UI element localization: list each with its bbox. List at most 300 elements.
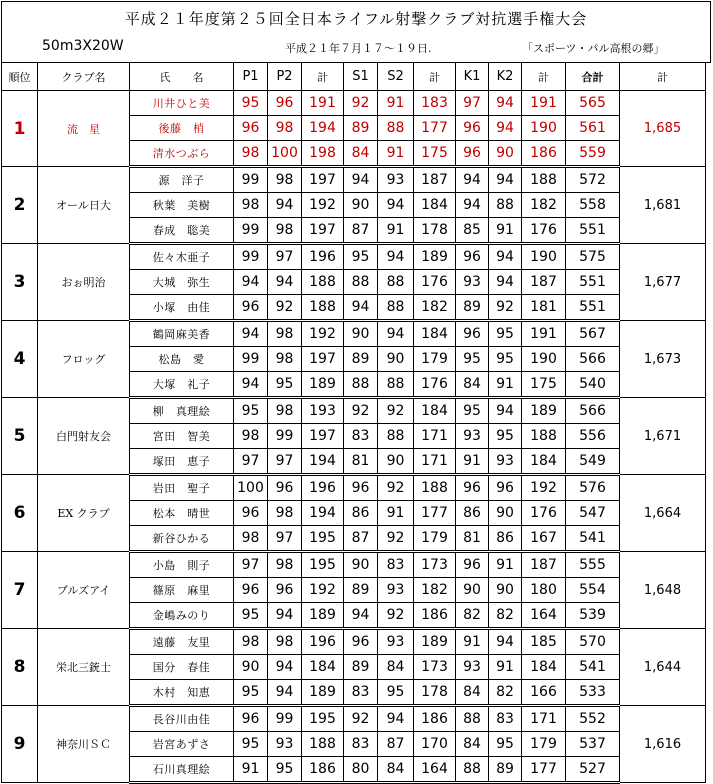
col-p1-header: P1: [234, 63, 268, 91]
shooter-name-cell: 鶴岡麻美香: [130, 321, 234, 347]
shooter-name-cell: 塚田 恵子: [130, 449, 234, 475]
column-header-row: [2, 63, 706, 91]
individual-total-cell: 554: [566, 578, 620, 603]
individual-total-cell: 565: [566, 91, 620, 116]
club-name-cell: ブルズアイ: [38, 552, 130, 629]
score-s2-cell: 93: [378, 167, 414, 193]
score-kt-cell: 188: [522, 424, 566, 449]
score-k1-cell: 89: [456, 295, 489, 321]
col-sum-header: 合計: [566, 63, 620, 91]
table-row: [2, 398, 706, 424]
rank-cell: 4: [2, 321, 38, 398]
individual-total-cell: 537: [566, 732, 620, 757]
individual-total-cell: 570: [566, 629, 620, 655]
shooter-name-cell: 金嶋みのり: [130, 603, 234, 629]
shooter-name-cell: 木村 知恵: [130, 680, 234, 706]
score-s2-cell: 95: [378, 680, 414, 706]
score-s1-cell: 86: [344, 501, 378, 526]
score-st-cell: 184: [414, 321, 456, 347]
score-p2-cell: 97: [268, 526, 302, 552]
score-p2-cell: 100: [268, 141, 302, 167]
score-kt-cell: 176: [522, 218, 566, 244]
score-k2-cell: 94: [489, 91, 522, 116]
individual-total-cell: 541: [566, 655, 620, 680]
score-p1-cell: 95: [234, 398, 268, 424]
score-s2-cell: 91: [378, 501, 414, 526]
score-k1-cell: 84: [456, 680, 489, 706]
table-row: [2, 91, 706, 116]
score-kt-cell: 175: [522, 372, 566, 398]
score-p2-cell: 97: [268, 449, 302, 475]
score-k1-cell: 95: [456, 398, 489, 424]
score-s2-cell: 84: [378, 757, 414, 783]
score-s2-cell: 92: [378, 603, 414, 629]
shooter-name-cell: 国分 春佳: [130, 655, 234, 680]
score-p2-cell: 99: [268, 424, 302, 449]
shooter-name-cell: 新谷ひかる: [130, 526, 234, 552]
score-k2-cell: 89: [489, 757, 522, 783]
score-k2-cell: 91: [489, 372, 522, 398]
score-k2-cell: 91: [489, 218, 522, 244]
shooter-name-cell: 大城 弥生: [130, 270, 234, 295]
table-row: [2, 321, 706, 347]
score-st-cell: 173: [414, 552, 456, 578]
score-pt-cell: 195: [302, 552, 344, 578]
score-s2-cell: 92: [378, 398, 414, 424]
shooter-name-cell: 長谷川由佳: [130, 706, 234, 732]
score-pt-cell: 194: [302, 501, 344, 526]
score-k2-cell: 95: [489, 424, 522, 449]
score-s1-cell: 83: [344, 680, 378, 706]
score-st-cell: 175: [414, 141, 456, 167]
score-p1-cell: 98: [234, 424, 268, 449]
score-s1-cell: 92: [344, 91, 378, 116]
score-p2-cell: 98: [268, 321, 302, 347]
score-p1-cell: 98: [234, 629, 268, 655]
score-s2-cell: 83: [378, 552, 414, 578]
score-s1-cell: 92: [344, 706, 378, 732]
score-p1-cell: 99: [234, 347, 268, 372]
score-s2-cell: 91: [378, 91, 414, 116]
individual-total-cell: 527: [566, 757, 620, 783]
team-total-cell: 1,677: [620, 244, 706, 321]
score-st-cell: 189: [414, 629, 456, 655]
col-standing-total-header: 計: [414, 63, 456, 91]
score-s1-cell: 96: [344, 629, 378, 655]
individual-total-cell: 559: [566, 141, 620, 167]
shooter-name-cell: 岩宮あずさ: [130, 732, 234, 757]
col-p2-header: P2: [268, 63, 302, 91]
score-p1-cell: 97: [234, 449, 268, 475]
score-kt-cell: 180: [522, 578, 566, 603]
score-s2-cell: 94: [378, 244, 414, 270]
score-s2-cell: 91: [378, 141, 414, 167]
score-k2-cell: 95: [489, 347, 522, 372]
col-team-total-header: 計: [620, 63, 706, 91]
score-st-cell: 186: [414, 706, 456, 732]
score-pt-cell: 189: [302, 603, 344, 629]
score-s1-cell: 83: [344, 424, 378, 449]
score-pt-cell: 186: [302, 757, 344, 783]
score-st-cell: 182: [414, 295, 456, 321]
score-p1-cell: 95: [234, 680, 268, 706]
shooter-name-cell: 岩田 聖子: [130, 475, 234, 501]
score-s1-cell: 89: [344, 578, 378, 603]
score-st-cell: 177: [414, 501, 456, 526]
table-row: [2, 475, 706, 501]
score-pt-cell: 192: [302, 193, 344, 218]
score-kt-cell: 179: [522, 732, 566, 757]
score-kt-cell: 184: [522, 655, 566, 680]
score-p2-cell: 98: [268, 218, 302, 244]
score-kt-cell: 185: [522, 629, 566, 655]
score-p1-cell: 96: [234, 501, 268, 526]
score-pt-cell: 197: [302, 347, 344, 372]
score-s1-cell: 88: [344, 270, 378, 295]
score-k2-cell: 91: [489, 552, 522, 578]
individual-total-cell: 549: [566, 449, 620, 475]
table-row: [2, 167, 706, 193]
score-s2-cell: 87: [378, 732, 414, 757]
score-p1-cell: 94: [234, 321, 268, 347]
shooter-name-cell: 宮田 智美: [130, 424, 234, 449]
score-s2-cell: 88: [378, 372, 414, 398]
score-s2-cell: 88: [378, 270, 414, 295]
team-total-cell: 1,673: [620, 321, 706, 398]
shooter-name-cell: 春成 聡美: [130, 218, 234, 244]
event-venue: 「スポーツ・パル高根の郷」: [522, 42, 665, 55]
score-s1-cell: 88: [344, 372, 378, 398]
score-s1-cell: 90: [344, 321, 378, 347]
col-rank-header: 順位: [2, 63, 38, 91]
score-p1-cell: 95: [234, 91, 268, 116]
score-k1-cell: 84: [456, 372, 489, 398]
score-st-cell: 177: [414, 116, 456, 141]
shooter-name-cell: 遠藤 友里: [130, 629, 234, 655]
score-st-cell: 170: [414, 732, 456, 757]
club-name-cell: おぉ明治: [38, 244, 130, 321]
score-k2-cell: 94: [489, 270, 522, 295]
individual-total-cell: 533: [566, 680, 620, 706]
col-kneeling-total-header: 計: [522, 63, 566, 91]
individual-total-cell: 551: [566, 295, 620, 321]
score-s1-cell: 94: [344, 167, 378, 193]
rank-cell: 6: [2, 475, 38, 552]
score-p2-cell: 94: [268, 603, 302, 629]
score-p2-cell: 98: [268, 501, 302, 526]
individual-total-cell: 561: [566, 116, 620, 141]
score-k2-cell: 91: [489, 655, 522, 680]
results-header: [1, 1, 711, 63]
header-subline: [2, 38, 710, 58]
score-st-cell: 188: [414, 475, 456, 501]
score-pt-cell: 196: [302, 475, 344, 501]
score-k1-cell: 96: [456, 321, 489, 347]
score-kt-cell: 191: [522, 91, 566, 116]
score-k2-cell: 92: [489, 295, 522, 321]
score-st-cell: 189: [414, 244, 456, 270]
shooter-name-cell: 石川真理絵: [130, 757, 234, 783]
score-s1-cell: 95: [344, 244, 378, 270]
shooter-name-cell: 佐々木亜子: [130, 244, 234, 270]
table-row: [2, 244, 706, 270]
club-name-cell: 白門射友会: [38, 398, 130, 475]
score-pt-cell: 198: [302, 141, 344, 167]
score-k2-cell: 94: [489, 244, 522, 270]
score-k1-cell: 96: [456, 475, 489, 501]
individual-total-cell: 558: [566, 193, 620, 218]
score-p1-cell: 96: [234, 578, 268, 603]
individual-total-cell: 541: [566, 526, 620, 552]
shooter-name-cell: 松島 愛: [130, 347, 234, 372]
individual-total-cell: 572: [566, 167, 620, 193]
score-p2-cell: 99: [268, 706, 302, 732]
page-title: 平成２１年度第２５回全日本ライフル射撃クラブ対抗選手権大会: [124, 10, 588, 28]
shooter-name-cell: 源 洋子: [130, 167, 234, 193]
score-k1-cell: 93: [456, 655, 489, 680]
score-pt-cell: 188: [302, 270, 344, 295]
score-s2-cell: 88: [378, 116, 414, 141]
shooter-name-cell: 秋葉 美樹: [130, 193, 234, 218]
score-p2-cell: 98: [268, 116, 302, 141]
score-pt-cell: 193: [302, 398, 344, 424]
score-k1-cell: 88: [456, 757, 489, 783]
team-total-cell: 1,648: [620, 552, 706, 629]
score-st-cell: 182: [414, 578, 456, 603]
score-p1-cell: 99: [234, 218, 268, 244]
score-p2-cell: 94: [268, 270, 302, 295]
score-st-cell: 173: [414, 655, 456, 680]
score-k1-cell: 97: [456, 91, 489, 116]
col-club-header: クラブ名: [38, 63, 130, 91]
team-total-cell: 1,664: [620, 475, 706, 552]
score-k2-cell: 82: [489, 680, 522, 706]
score-kt-cell: 192: [522, 475, 566, 501]
score-s2-cell: 94: [378, 193, 414, 218]
score-s1-cell: 87: [344, 218, 378, 244]
club-name-cell: フロッグ: [38, 321, 130, 398]
score-pt-cell: 194: [302, 116, 344, 141]
score-k2-cell: 94: [489, 167, 522, 193]
score-st-cell: 171: [414, 449, 456, 475]
event-dates: 平成２１年７月１７～１９日.: [285, 42, 432, 55]
shooter-name-cell: 大塚 礼子: [130, 372, 234, 398]
score-k2-cell: 86: [489, 526, 522, 552]
score-s2-cell: 94: [378, 706, 414, 732]
team-total-cell: 1,616: [620, 706, 706, 783]
rank-cell: 5: [2, 398, 38, 475]
col-s1-header: S1: [344, 63, 378, 91]
score-p1-cell: 99: [234, 167, 268, 193]
score-st-cell: 183: [414, 91, 456, 116]
score-p2-cell: 98: [268, 398, 302, 424]
score-s1-cell: 90: [344, 193, 378, 218]
team-total-cell: 1,685: [620, 91, 706, 167]
individual-total-cell: 547: [566, 501, 620, 526]
score-s1-cell: 81: [344, 449, 378, 475]
score-pt-cell: 184: [302, 655, 344, 680]
score-s1-cell: 83: [344, 732, 378, 757]
score-p2-cell: 98: [268, 552, 302, 578]
score-k1-cell: 91: [456, 449, 489, 475]
score-p1-cell: 98: [234, 193, 268, 218]
score-pt-cell: 192: [302, 321, 344, 347]
score-k1-cell: 94: [456, 193, 489, 218]
col-s2-header: S2: [378, 63, 414, 91]
club-name-cell: 流 星: [38, 91, 130, 167]
score-s2-cell: 94: [378, 321, 414, 347]
score-st-cell: 179: [414, 347, 456, 372]
score-k1-cell: 86: [456, 501, 489, 526]
score-pt-cell: 191: [302, 91, 344, 116]
score-pt-cell: 197: [302, 424, 344, 449]
score-s2-cell: 90: [378, 449, 414, 475]
score-s2-cell: 84: [378, 655, 414, 680]
score-kt-cell: 164: [522, 603, 566, 629]
shooter-name-cell: 川井ひと美: [130, 91, 234, 116]
club-name-cell: 栄北三銃士: [38, 629, 130, 706]
score-s1-cell: 90: [344, 552, 378, 578]
score-kt-cell: 190: [522, 347, 566, 372]
score-k2-cell: 83: [489, 706, 522, 732]
score-kt-cell: 190: [522, 116, 566, 141]
rank-cell: 3: [2, 244, 38, 321]
score-s1-cell: 94: [344, 603, 378, 629]
col-k1-header: K1: [456, 63, 489, 91]
score-p1-cell: 94: [234, 372, 268, 398]
score-k1-cell: 90: [456, 578, 489, 603]
score-st-cell: 171: [414, 424, 456, 449]
score-pt-cell: 189: [302, 680, 344, 706]
score-st-cell: 178: [414, 218, 456, 244]
score-k1-cell: 85: [456, 218, 489, 244]
score-p2-cell: 95: [268, 757, 302, 783]
score-kt-cell: 188: [522, 167, 566, 193]
individual-total-cell: 551: [566, 218, 620, 244]
score-k1-cell: 82: [456, 603, 489, 629]
score-p1-cell: 97: [234, 552, 268, 578]
club-name-cell: EX クラブ: [38, 475, 130, 552]
score-p2-cell: 94: [268, 655, 302, 680]
score-kt-cell: 182: [522, 193, 566, 218]
score-k2-cell: 90: [489, 501, 522, 526]
score-k2-cell: 90: [489, 578, 522, 603]
score-kt-cell: 176: [522, 501, 566, 526]
score-st-cell: 186: [414, 603, 456, 629]
score-k2-cell: 82: [489, 603, 522, 629]
score-st-cell: 184: [414, 193, 456, 218]
col-name-header: 氏 名: [130, 63, 234, 91]
score-s1-cell: 89: [344, 347, 378, 372]
score-s2-cell: 92: [378, 475, 414, 501]
shooter-name-cell: 小島 則子: [130, 552, 234, 578]
individual-total-cell: 552: [566, 706, 620, 732]
score-k1-cell: 96: [456, 552, 489, 578]
score-k1-cell: 84: [456, 732, 489, 757]
score-pt-cell: 189: [302, 372, 344, 398]
individual-total-cell: 567: [566, 321, 620, 347]
score-st-cell: 176: [414, 372, 456, 398]
score-s2-cell: 93: [378, 629, 414, 655]
score-p2-cell: 93: [268, 732, 302, 757]
score-k2-cell: 88: [489, 193, 522, 218]
score-pt-cell: 195: [302, 526, 344, 552]
score-k2-cell: 95: [489, 321, 522, 347]
score-p2-cell: 96: [268, 91, 302, 116]
score-k2-cell: 94: [489, 629, 522, 655]
score-p2-cell: 95: [268, 372, 302, 398]
team-total-cell: 1,681: [620, 167, 706, 244]
results-body: [2, 91, 706, 783]
shooter-name-cell: 後藤 梢: [130, 116, 234, 141]
table-row: [2, 552, 706, 578]
score-s1-cell: 94: [344, 295, 378, 321]
score-p1-cell: 98: [234, 526, 268, 552]
col-k2-header: K2: [489, 63, 522, 91]
score-kt-cell: 167: [522, 526, 566, 552]
score-st-cell: 184: [414, 398, 456, 424]
score-s2-cell: 93: [378, 578, 414, 603]
score-k2-cell: 94: [489, 116, 522, 141]
score-st-cell: 179: [414, 526, 456, 552]
score-pt-cell: 197: [302, 167, 344, 193]
score-p2-cell: 96: [268, 578, 302, 603]
score-p1-cell: 94: [234, 270, 268, 295]
rank-cell: 7: [2, 552, 38, 629]
score-kt-cell: 187: [522, 270, 566, 295]
score-k1-cell: 93: [456, 424, 489, 449]
club-name-cell: オール日大: [38, 167, 130, 244]
score-s2-cell: 88: [378, 295, 414, 321]
score-kt-cell: 191: [522, 321, 566, 347]
team-total-cell: 1,644: [620, 629, 706, 706]
score-k2-cell: 96: [489, 475, 522, 501]
score-kt-cell: 189: [522, 398, 566, 424]
score-p2-cell: 96: [268, 475, 302, 501]
score-k1-cell: 95: [456, 347, 489, 372]
individual-total-cell: 566: [566, 398, 620, 424]
event-name: 50m3X20W: [42, 38, 124, 54]
score-p1-cell: 95: [234, 732, 268, 757]
score-p2-cell: 98: [268, 167, 302, 193]
score-p1-cell: 96: [234, 116, 268, 141]
score-k1-cell: 91: [456, 629, 489, 655]
score-kt-cell: 186: [522, 141, 566, 167]
score-p1-cell: 90: [234, 655, 268, 680]
score-p2-cell: 94: [268, 193, 302, 218]
score-kt-cell: 184: [522, 449, 566, 475]
score-k2-cell: 95: [489, 732, 522, 757]
score-kt-cell: 177: [522, 757, 566, 783]
individual-total-cell: 540: [566, 372, 620, 398]
score-pt-cell: 188: [302, 732, 344, 757]
individual-total-cell: 575: [566, 244, 620, 270]
score-s2-cell: 88: [378, 424, 414, 449]
score-p1-cell: 99: [234, 244, 268, 270]
score-p1-cell: 95: [234, 603, 268, 629]
score-k1-cell: 96: [456, 116, 489, 141]
shooter-name-cell: 松本 晴世: [130, 501, 234, 526]
score-k1-cell: 96: [456, 141, 489, 167]
score-p1-cell: 96: [234, 295, 268, 321]
score-pt-cell: 197: [302, 218, 344, 244]
score-p2-cell: 94: [268, 680, 302, 706]
table-row: [2, 629, 706, 655]
score-k2-cell: 94: [489, 398, 522, 424]
score-p1-cell: 100: [234, 475, 268, 501]
score-k1-cell: 81: [456, 526, 489, 552]
score-s1-cell: 92: [344, 398, 378, 424]
